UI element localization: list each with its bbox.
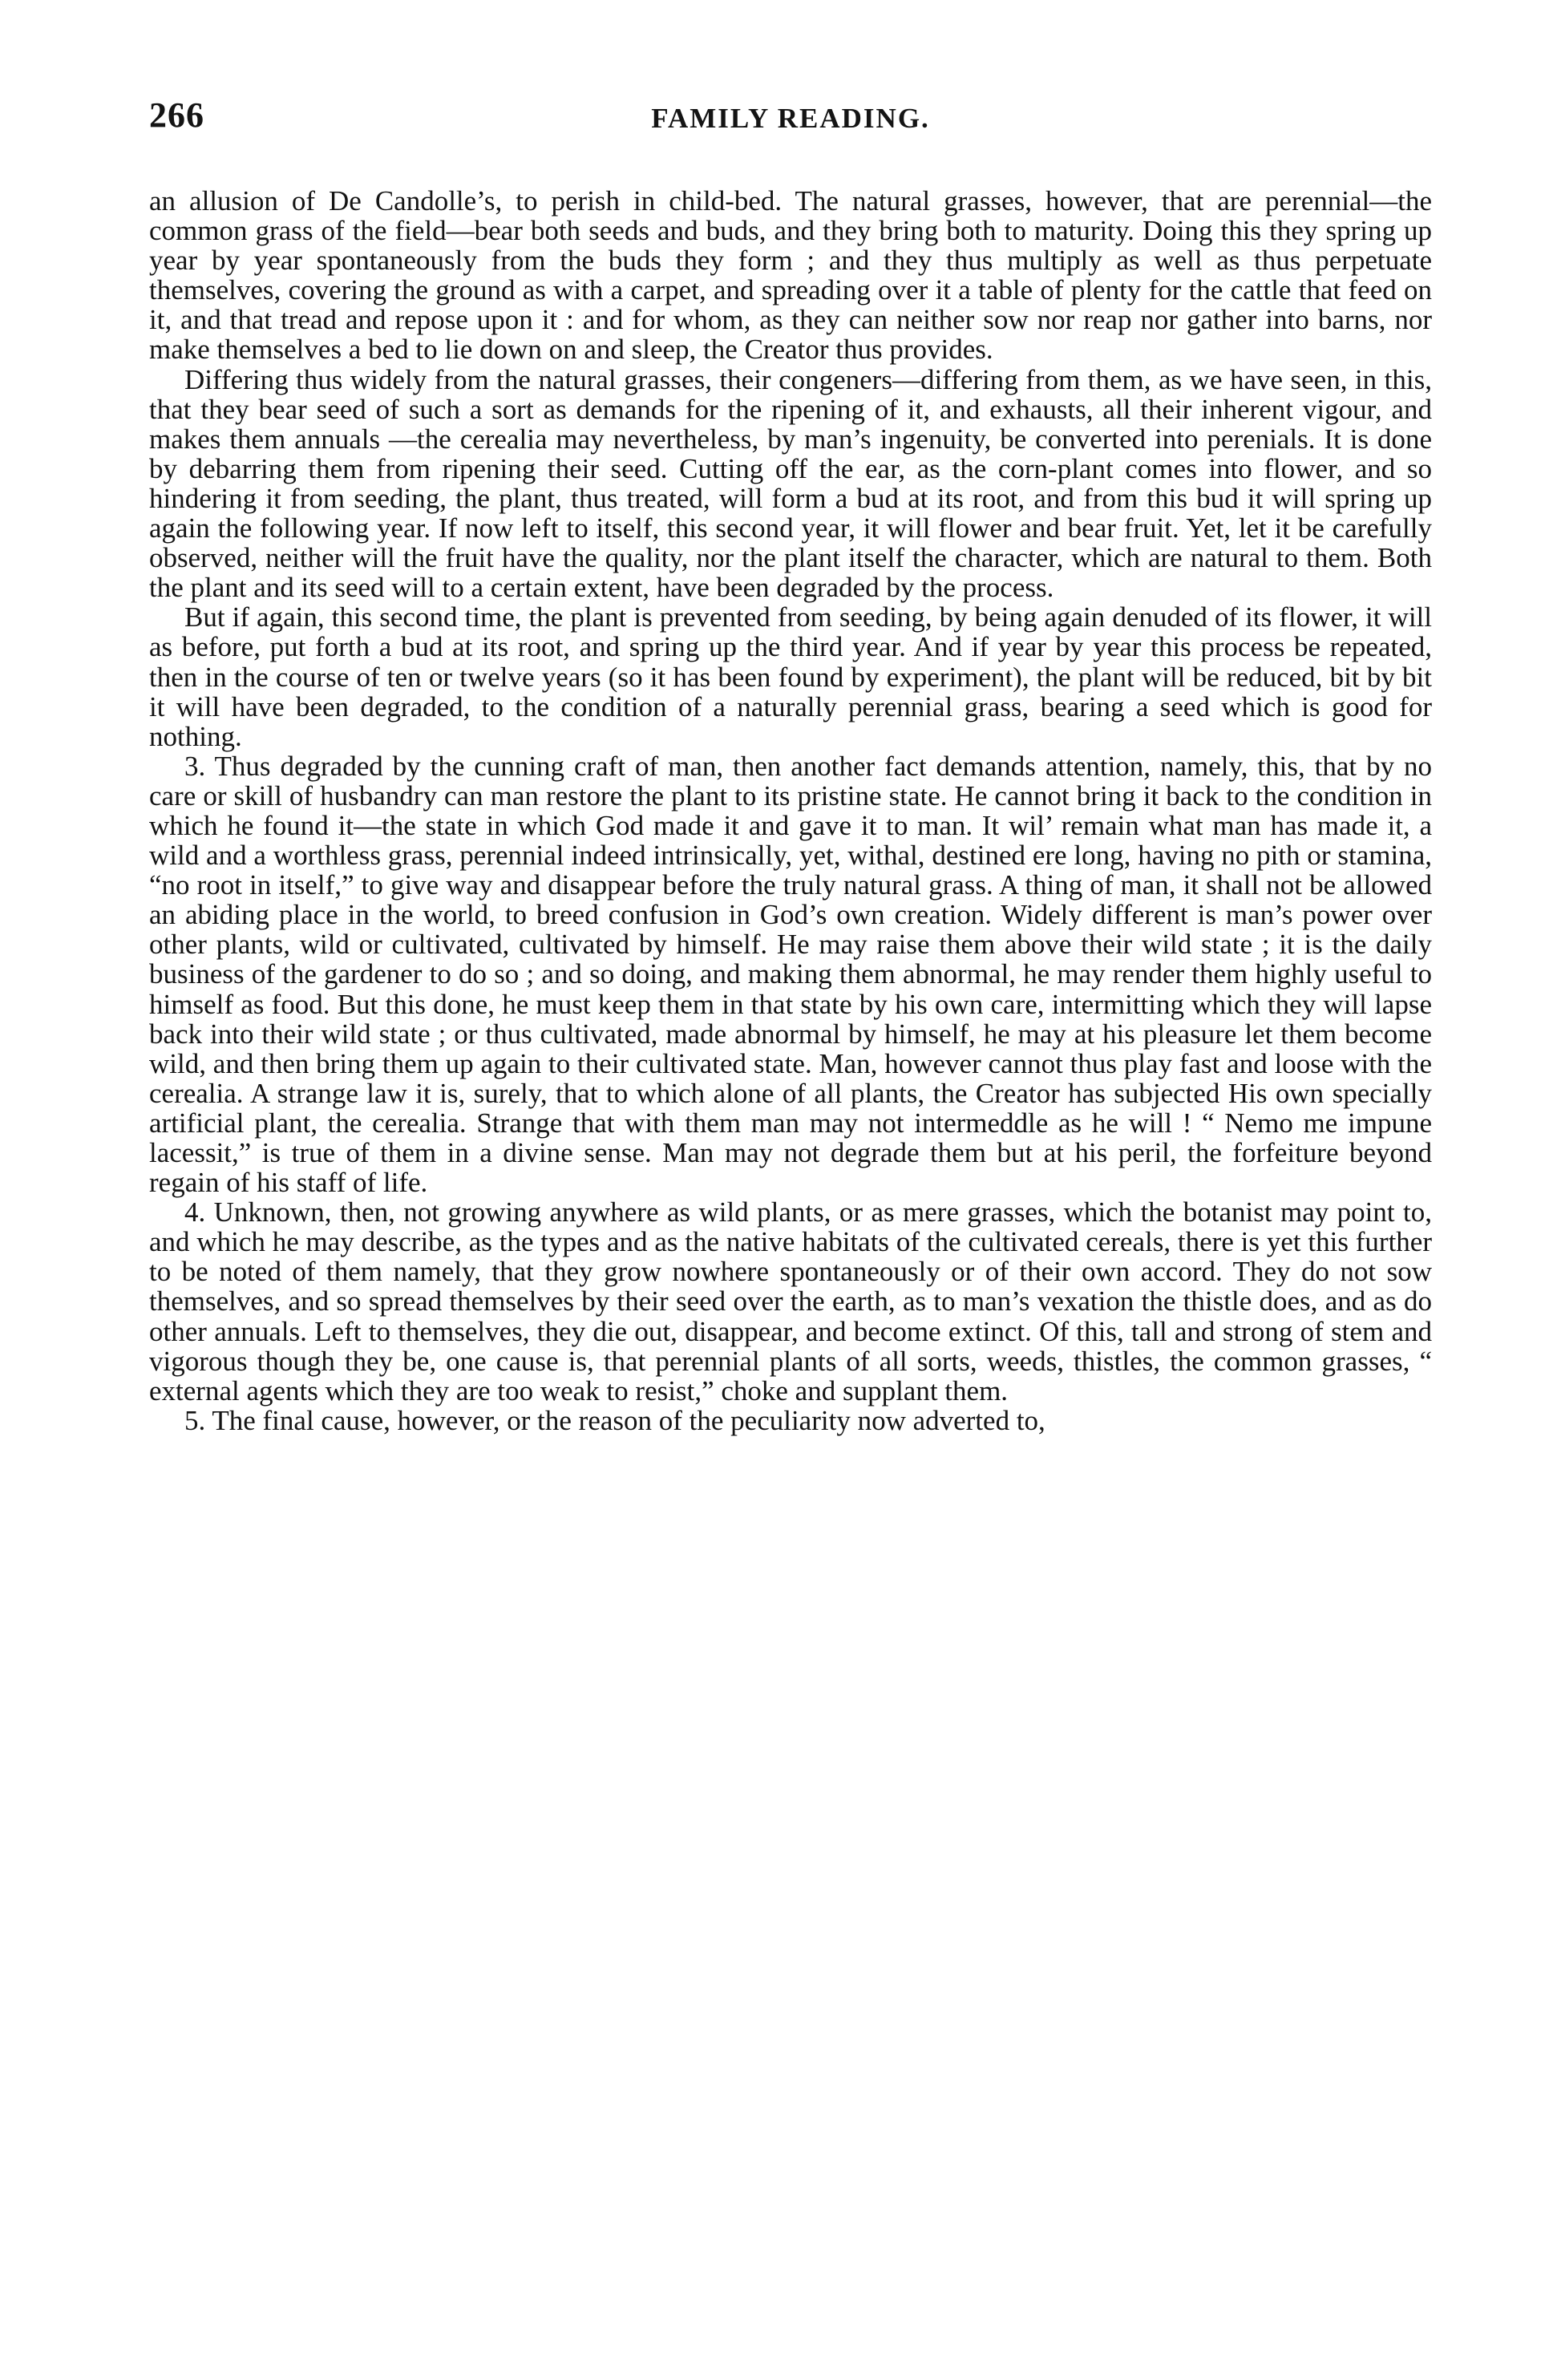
paragraph: Differing thus widely from the natural grasses, their congeners—differing from them, as we have seen, in this, that they bear seed of such a sort as demands for the ripening of it, and exhausts, all their inherent vigour, and makes them annuals —the cerealia may nevertheless, by man’s ingenuity, be converted into perenials. It is done by debarring them from ripening their seed. Cutting off the ear, as the corn-plant comes into flower, and so hindering it from seeding, the plant, thus treated, will form a bud at its root, and from this bud it will spring up again the following year. If now left to itself, this second year, it will flower and bear fruit. Yet, let it be carefully observed, neither will the fruit have the quality, nor the plant itself the character, which are natural to them. Both the plant and its seed will to a certain extent, have been degraded by the process. xyxy=(149,363,1432,604)
paragraph: 3. Thus degraded by the cunning craft of man, then another fact demands attention, namely, this, that by no care or skill of husbandry can man restore the plant to its pristine state. He cannot bring it back to the condition in which he found it—the state in which God made it and gave it to man. It wil’ remain what man has made it, a wild and a worthless grass, perennial indeed intrinsically, yet, withal, destined ere long, having no pith or stamina, “no root in itself,” to give way and disappear before the truly natural grass. A thing of man, it shall not be allowed an abiding place in the world, to breed confusion in God’s own creation. Widely different is man’s power over other plants, wild or cultivated, cultivated by himself. He may raise them above their wild state ; it is the daily business of the gardener to do so ; and so doing, and making them abnormal, he may render them highly useful to himself as food. But this done, he must keep them in that state by his own care, intermitting which they will lapse back into their wild state ; or thus cultivated, made abnormal by himself, he may at his pleasure let them become wild, and then bring them up again to their cultivated state. Man, however cannot thus play fast and loose with the cerealia. A strange law it is, surely, that to which alone of all plants, the Creator has subjected His own specially artificial plant, the cerealia. Strange that with them man may not intermeddle as he will ! “ Nemo me impune lacessit,” is true of them in a divine sense. Man may not degrade them but at his peril, the forfeiture beyond regain of his staff of life. xyxy=(149,750,1432,1199)
page-number: 266 xyxy=(149,95,204,135)
paragraph: 4. Unknown, then, not growing anywhere as wild plants, or as mere grasses, which the botanist may point to, and which he may describe, as the types and as the native habitats of the cultivated cereals, there is yet this further to be noted of them namely, that they grow nowhere spontaneously or of their own accord. They do not sow themselves, and so spread themselves by their seed over the earth, as to man’s vexation the thistle does, and as do other annuals. Left to themselves, they die out, disappear, and become extinct. Of this, tall and strong of stem and vigorous though they be, one cause is, that perennial plants of all sorts, weeds, thistles, the common grasses, “ external agents which they are too weak to resist,” choke and supplant them. xyxy=(149,1196,1432,1407)
page-header xyxy=(149,95,1432,151)
paragraph: an allusion of De Candolle’s, to perish in child-bed. The natural grasses, however, that are perennial—the common grass of the field—bear both seeds and buds, and they bring both to maturity. Doing this they spring up year by year spontaneously from the buds they form ; and they thus multiply as well as thus perpetuate themselves, covering the ground as with a carpet, and spreading over it a table of plenty for the cattle that feed on it, and that tread and repose upon it : and for whom, as they can neither sow nor reap nor gather into barns, nor make themselves a bed to lie down on and sleep, the Creator thus provides. xyxy=(149,185,1432,366)
paragraph: 5. The final cause, however, or the reason of the peculiarity now adverted to, xyxy=(184,1404,1045,1436)
body-text xyxy=(149,186,1432,1435)
paragraph: But if again, this second time, the plant is prevented from seeding, by being again denuded of its flower, it will as before, put forth a bud at its root, and spring up the third year. And if year by year this process be repeated, then in the course of ten or twelve years (so it has been found by experiment), the plant will be reduced, bit by bit it will have been degraded, to the condition of a naturally perennial grass, bearing a seed which is good for nothing. xyxy=(149,601,1432,752)
running-title: FAMILY READING. xyxy=(651,103,930,134)
